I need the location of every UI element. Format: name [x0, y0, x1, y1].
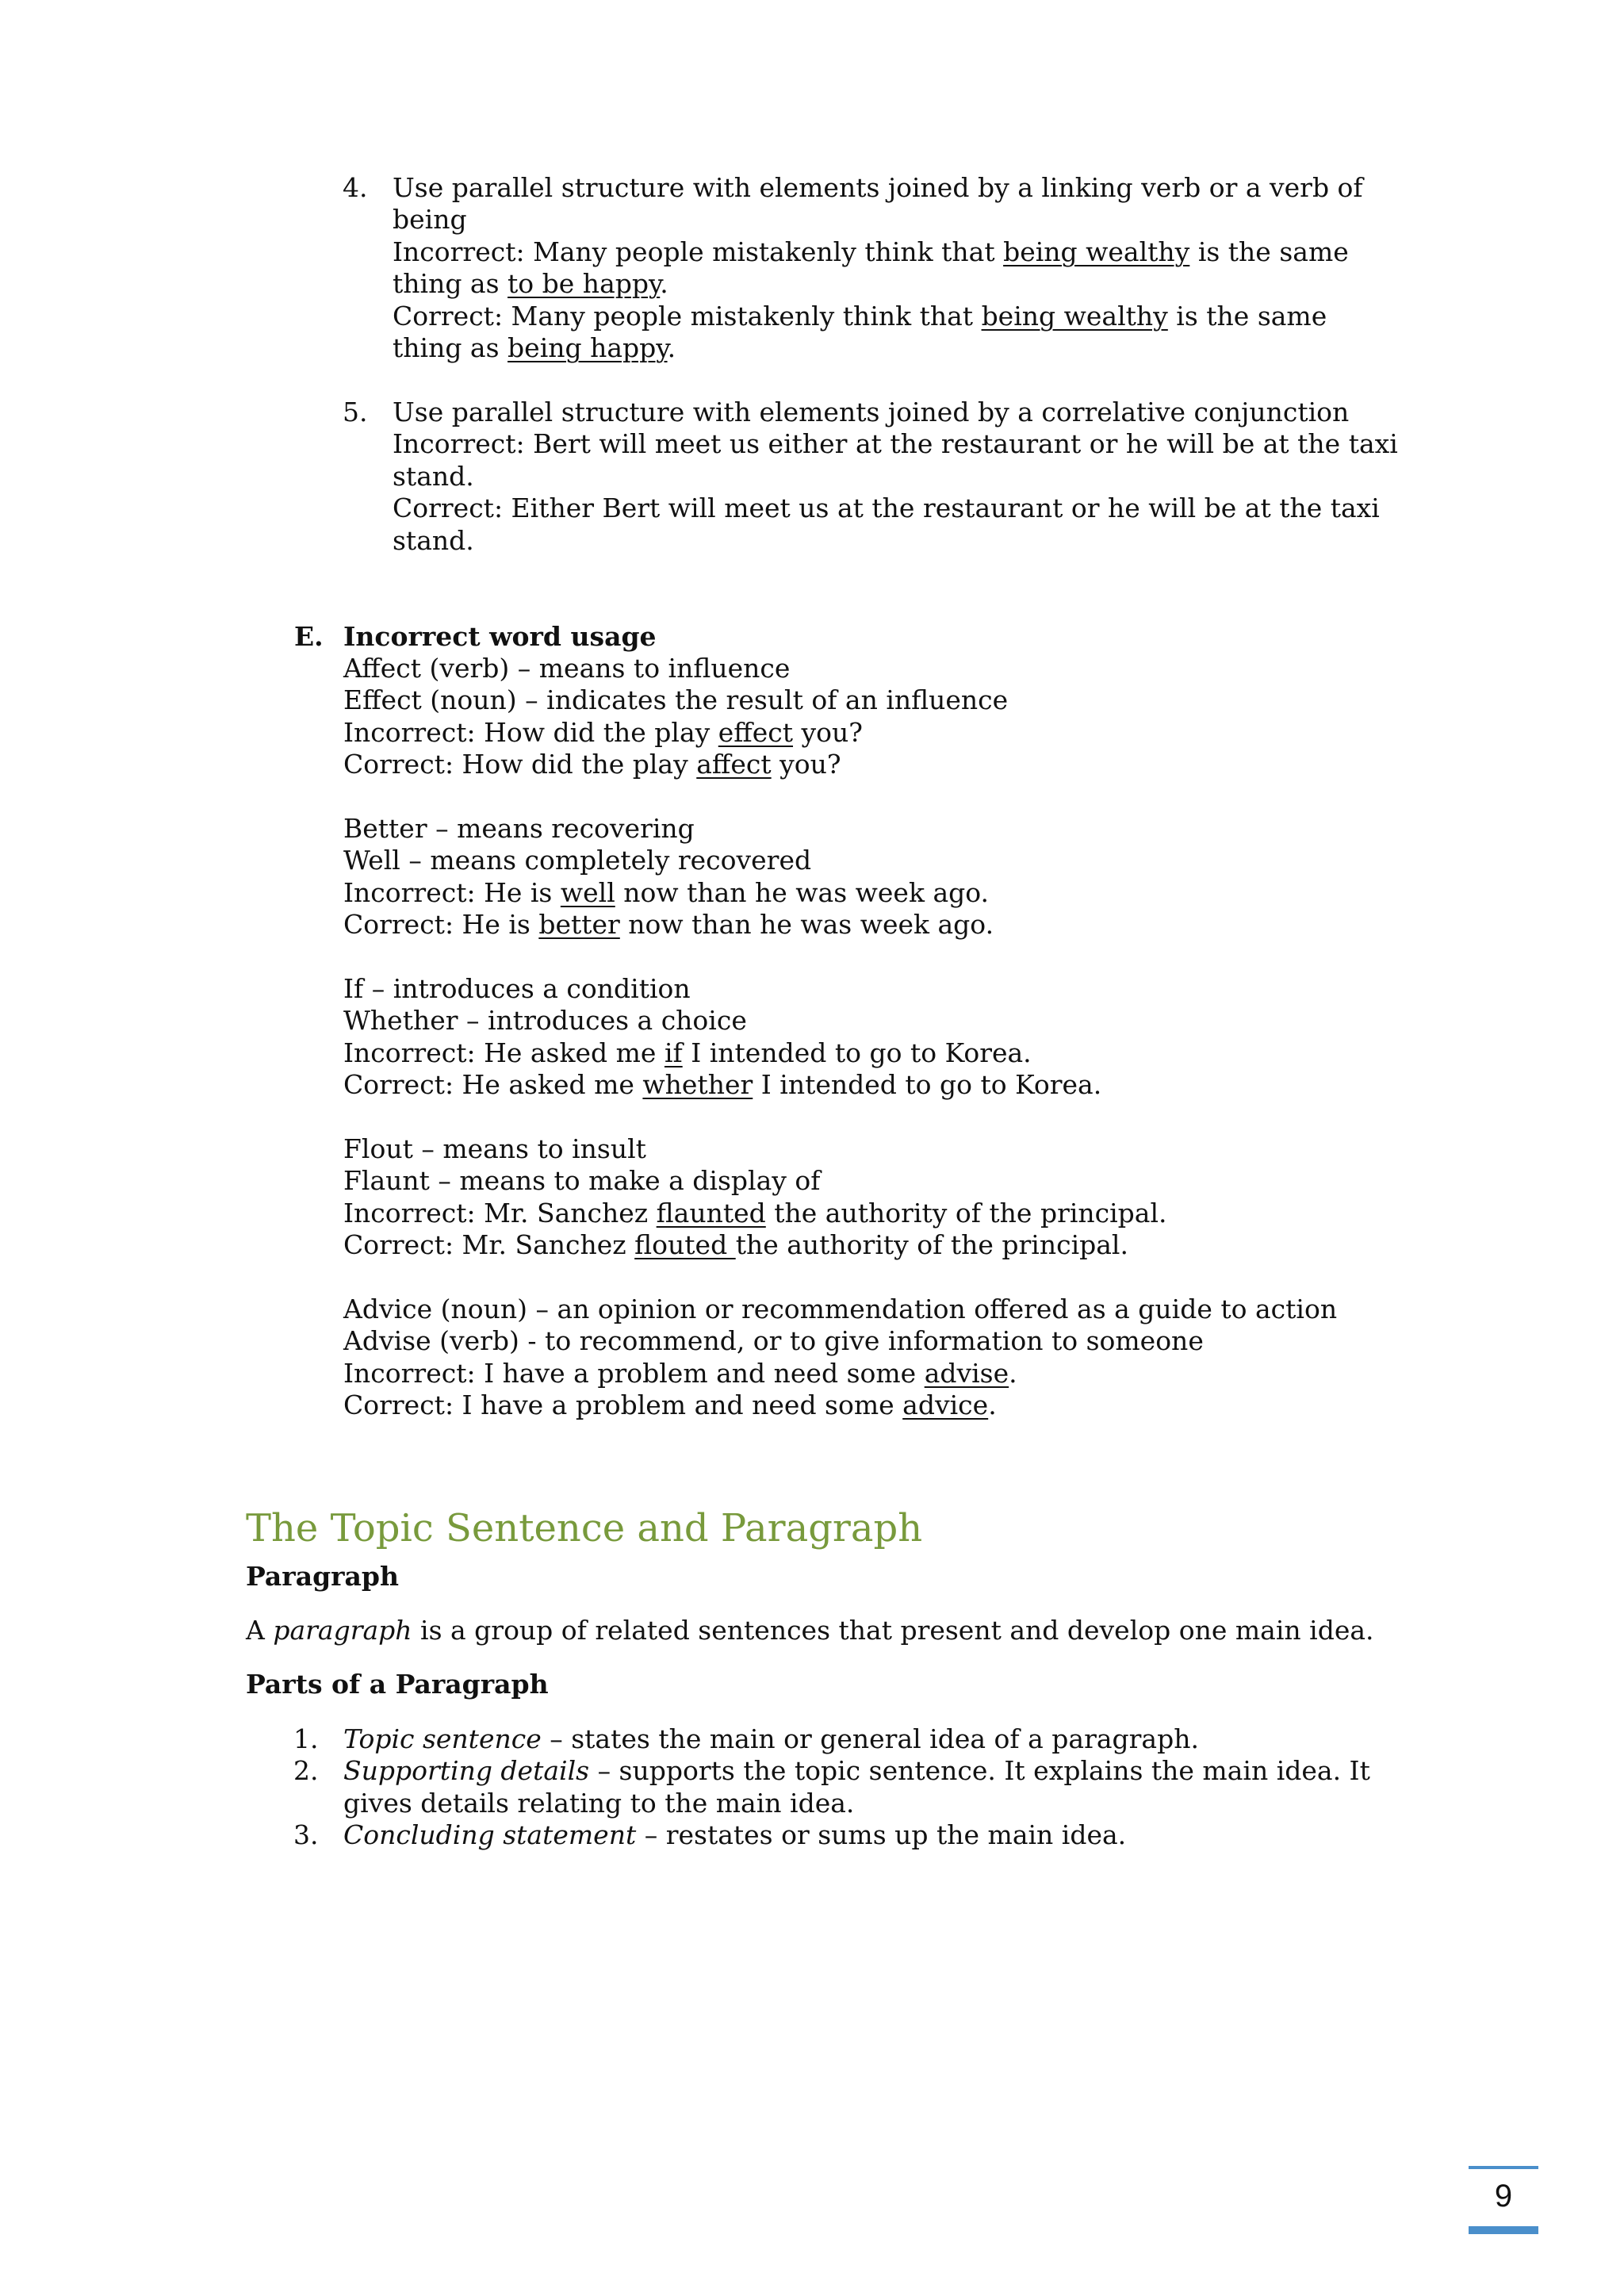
underlined-phrase: to be happy [508, 268, 661, 300]
list-number: 3. [293, 1819, 319, 1851]
word-pair-group [343, 653, 1398, 781]
definition: Advise (verb) - to recommend, or to give information to someone [343, 1325, 1204, 1357]
definition: Effect (noun) – indicates the result of an influence [343, 684, 1009, 716]
underlined-word: whether [642, 1069, 753, 1101]
underlined-word: affect [696, 749, 772, 780]
underlined-word: flouted [634, 1229, 736, 1261]
underlined-word: flaunted [656, 1197, 766, 1228]
definition: Better – means recovering [343, 813, 695, 844]
underlined-word: better [538, 909, 620, 941]
list-item: 1. Topic sentence – states the main or general idea of a paragraph. [293, 1723, 1199, 1754]
definition: If – introduces a condition [343, 973, 691, 1004]
word-pair-group [343, 813, 1398, 941]
word-pair-group [343, 973, 1398, 1102]
underlined-phrase: being happy [508, 332, 668, 364]
part-term: Supporting details [343, 1755, 590, 1787]
page-number-top-rule [1469, 2166, 1538, 2169]
word-pair-group [343, 1133, 1398, 1262]
rule-text: Use parallel structure with elements joined by a correlative conjunction [393, 397, 1350, 427]
section-heading: The Topic Sentence and Paragraph [246, 1506, 923, 1550]
underlined-word: well [560, 876, 615, 908]
definition: Affect (verb) – means to influence [343, 653, 791, 684]
incorrect-example: Incorrect: Bert will meet us either at the restaurant or he will be at the taxi stand. [393, 428, 1398, 492]
parts-list [293, 1723, 1398, 1852]
incorrect-example: Incorrect: How did the play effect you? [343, 716, 863, 748]
correct-example: Correct: He asked me whether I intended to go to Korea. [343, 1069, 1102, 1101]
page-number: 9 [1494, 2179, 1513, 2214]
incorrect-example: Incorrect: Mr. Sanchez flaunted the authority of the principal. [343, 1197, 1167, 1228]
list-number: 1. [293, 1723, 319, 1754]
incorrect-example: Incorrect: He asked me if I intended to go to Korea. [343, 1037, 1032, 1068]
section-e [294, 621, 1398, 653]
paragraph-definition: A paragraph is a group of related sentences that present and develop one main idea. [246, 1615, 1374, 1646]
subheading-parts: Parts of a Paragraph [246, 1669, 549, 1700]
rule-text: Use parallel structure with elements joined by a linking verb or a verb of being [393, 172, 1363, 236]
definition: Advice (noun) – an opinion or recommendation offered as a guide to action [343, 1294, 1338, 1324]
subheading-paragraph: Paragraph [246, 1561, 399, 1592]
underlined-word: advice [902, 1389, 989, 1421]
underlined-word: if [664, 1037, 683, 1068]
correct-example: Correct: Mr. Sanchez flouted the authority of the principal. [343, 1229, 1128, 1261]
list-item: 3. Concluding statement – restates or sums up the main idea. [293, 1819, 1127, 1851]
word-pair-group [343, 1294, 1469, 1422]
list-number: 4. [343, 172, 368, 203]
definition: Whether – introduces a choice [343, 1005, 747, 1037]
list-item: 2. Supporting details – supports the topic sentence. It explains the main idea. It gives details relating to the main idea. [293, 1755, 1370, 1819]
underlined-word: effect [718, 716, 794, 748]
correct-example: Correct: Either Bert will meet us at the restaurant or he will be at the taxi stand. [393, 493, 1380, 556]
emphasis-term: paragraph [273, 1615, 412, 1646]
correct-example: Correct: I have a problem and need some advice. [343, 1389, 997, 1421]
incorrect-example: Incorrect: Many people mistakenly think that being wealthy is the same thing as to be happy. [393, 236, 1349, 300]
underlined-phrase: being wealthy [1003, 236, 1190, 267]
section-title: Incorrect word usage [343, 621, 657, 652]
incorrect-example: Incorrect: I have a problem and need some advise. [343, 1357, 1017, 1389]
part-term: Topic sentence [343, 1723, 542, 1754]
parallel-rule-5 [343, 397, 1400, 557]
correct-example: Correct: Many people mistakenly think that being wealthy is the same thing as being happy. [393, 300, 1327, 364]
part-term: Concluding statement [343, 1819, 637, 1851]
correct-example: Correct: How did the play affect you? [343, 749, 841, 780]
definition: Well – means completely recovered [343, 845, 812, 876]
definition: Flaunt – means to make a display of [343, 1165, 821, 1197]
section-letter: E. [294, 621, 324, 652]
list-number: 2. [293, 1755, 319, 1787]
incorrect-example: Incorrect: He is well now than he was week ago. [343, 876, 990, 908]
definition: Flout – means to insult [343, 1133, 646, 1164]
parallel-rule-4 [343, 172, 1400, 364]
list-number: 5. [343, 397, 368, 427]
underlined-phrase: being wealthy [981, 300, 1168, 332]
underlined-word: advise [924, 1357, 1009, 1389]
correct-example: Correct: He is better now than he was week ago. [343, 909, 994, 941]
page-number-bottom-rule [1469, 2226, 1538, 2234]
